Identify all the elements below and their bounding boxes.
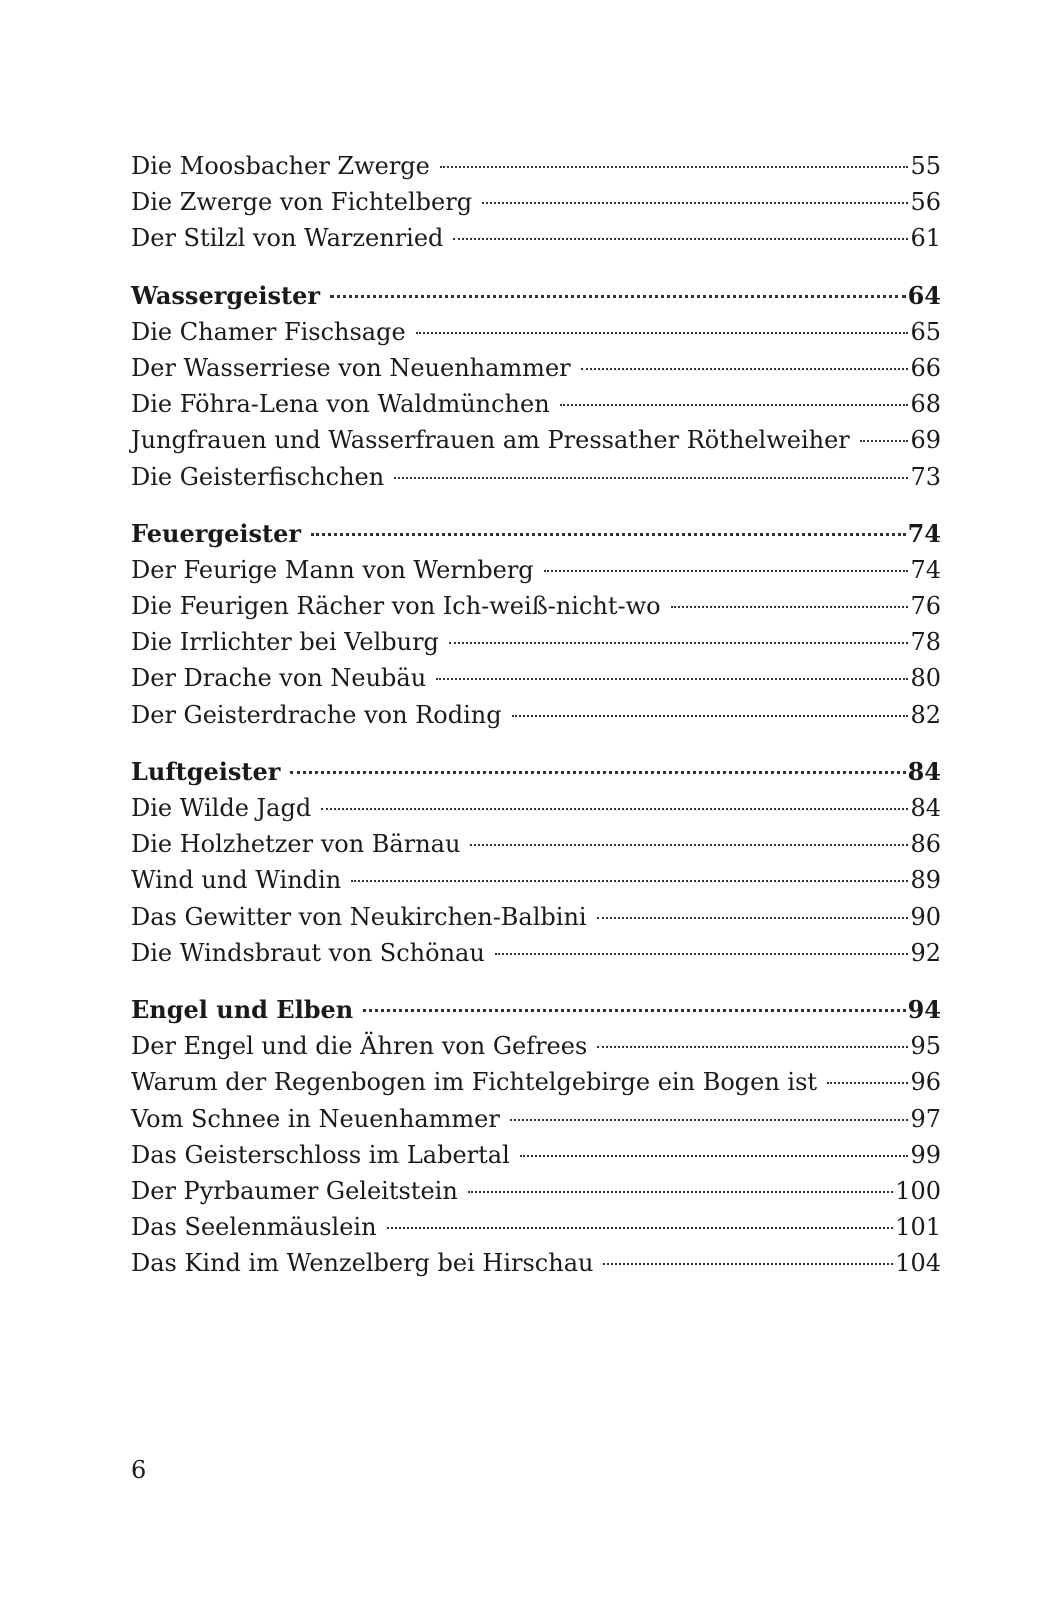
dot-leader	[597, 1046, 908, 1048]
entry-title: Der Feurige Mann von Wernberg	[131, 555, 534, 584]
dot-leader	[311, 533, 906, 536]
dot-leader	[363, 1009, 905, 1012]
section-heading-title: Engel und Elben	[131, 994, 354, 1024]
toc-entry	[131, 148, 941, 184]
toc-entry	[131, 899, 941, 935]
dot-leader	[671, 606, 909, 608]
toc-entry	[131, 350, 941, 386]
dot-leader	[860, 440, 909, 442]
entry-page-number: 84	[910, 794, 941, 822]
entry-title: Die Moosbacher Zwerge	[131, 152, 430, 180]
dot-leader	[510, 1119, 909, 1121]
page-number: 6	[131, 1456, 147, 1484]
entry-page-number: 73	[910, 462, 941, 491]
toc-section-engel-und-elben	[131, 992, 941, 1282]
dot-leader	[560, 404, 909, 406]
entry-page-number: 92	[910, 938, 941, 967]
dot-leader	[495, 953, 909, 955]
dot-leader	[449, 642, 909, 644]
table-of-contents	[131, 148, 941, 1281]
dot-leader	[436, 678, 908, 680]
entry-title: Der Pyrbaumer Geleitstein	[131, 1176, 458, 1205]
entry-title: Vom Schnee in Neuenhammer	[131, 1104, 500, 1133]
dot-leader	[544, 570, 909, 572]
dot-leader	[597, 917, 909, 919]
toc-entry	[131, 184, 941, 220]
toc-entry	[131, 588, 941, 624]
section-heading-title: Wassergeister	[131, 280, 321, 310]
toc-entry	[131, 220, 941, 256]
entry-title: Der Engel und die Ähren von Gefrees	[131, 1032, 588, 1061]
entry-page-number: 74	[910, 555, 941, 584]
toc-entry	[131, 862, 941, 898]
dot-leader	[827, 1082, 908, 1084]
toc-entry	[131, 1137, 941, 1173]
toc-section-wassergeister	[131, 278, 941, 495]
toc-entry	[131, 422, 941, 458]
entry-title: Die Zwerge von Fichtelberg	[131, 188, 473, 217]
toc-entry	[131, 660, 941, 696]
entry-title: Der Drache von Neubäu	[131, 664, 427, 693]
entry-title: Wind und Windin	[131, 866, 342, 895]
toc-entry	[131, 1245, 941, 1281]
entry-title: Das Geisterschloss im Labertal	[131, 1140, 510, 1169]
entry-title: Die Wilde Jagd	[131, 794, 312, 822]
section-heading	[131, 278, 941, 314]
toc-entry	[131, 697, 941, 733]
section-heading-page-number: 94	[907, 994, 941, 1024]
section-heading	[131, 516, 941, 552]
entry-title: Die Irrlichter bei Velburg	[131, 628, 439, 657]
toc-entry	[131, 386, 941, 422]
entry-title: Das Kind im Wenzelberg bei Hirschau	[131, 1249, 594, 1278]
entry-title: Das Seelenmäuslein	[131, 1213, 377, 1242]
section-heading	[131, 754, 941, 790]
toc-entry	[131, 1209, 941, 1245]
toc-section-feuergeister	[131, 516, 941, 733]
entry-page-number: 56	[910, 188, 941, 217]
entry-page-number: 97	[910, 1104, 941, 1133]
entry-title: Die Feurigen Rächer von Ich-weiß-nicht-wo	[131, 592, 661, 621]
section-heading-page-number: 84	[907, 756, 941, 786]
entry-page-number: 61	[910, 224, 941, 253]
entry-title: Das Gewitter von Neukirchen-Balbini	[131, 902, 587, 931]
dot-leader	[470, 844, 908, 846]
entry-title: Warum der Regenbogen im Fichtelgebirge ein Bogen ist	[131, 1068, 818, 1097]
toc-section-intro	[131, 148, 941, 257]
dot-leader	[290, 771, 905, 774]
entry-title: Der Wasserriese von Neuenhammer	[131, 353, 571, 382]
entry-title: Die Föhra-Lena von Waldmünchen	[131, 390, 550, 419]
toc-entry	[131, 790, 941, 826]
entry-title: Die Geisterfischchen	[131, 462, 385, 491]
entry-page-number: 99	[910, 1140, 941, 1169]
section-heading-page-number: 64	[907, 280, 941, 310]
toc-entry	[131, 1101, 941, 1137]
dot-leader	[387, 1227, 894, 1229]
entry-title: Die Holzhetzer von Bärnau	[131, 830, 461, 859]
toc-entry	[131, 552, 941, 588]
entry-page-number: 101	[895, 1213, 941, 1242]
section-heading	[131, 992, 941, 1028]
entry-title: Der Stilzl von Warzenried	[131, 224, 444, 253]
entry-page-number: 68	[910, 390, 941, 419]
entry-page-number: 86	[910, 830, 941, 859]
dot-leader	[321, 808, 908, 810]
entry-page-number: 55	[910, 152, 941, 180]
entry-page-number: 65	[910, 317, 941, 346]
entry-title: Die Chamer Fischsage	[131, 317, 406, 346]
entry-page-number: 104	[895, 1249, 941, 1278]
dot-leader	[468, 1191, 893, 1193]
dot-leader	[512, 715, 909, 717]
entry-page-number: 90	[910, 902, 941, 931]
entry-page-number: 82	[910, 700, 941, 729]
entry-page-number: 80	[910, 664, 941, 693]
dot-leader	[581, 368, 909, 370]
dot-leader	[440, 166, 909, 168]
entry-title: Die Windsbraut von Schönau	[131, 938, 485, 967]
toc-entry	[131, 624, 941, 660]
dot-leader	[351, 880, 908, 882]
dot-leader	[416, 332, 909, 334]
entry-page-number: 89	[910, 866, 941, 895]
entry-page-number: 69	[910, 426, 941, 455]
section-heading-title: Feuergeister	[131, 518, 302, 548]
dot-leader	[394, 477, 908, 479]
dot-leader	[453, 238, 908, 240]
entry-title: Der Geisterdrache von Roding	[131, 700, 502, 729]
entry-page-number: 100	[895, 1176, 941, 1205]
entry-page-number: 76	[910, 592, 941, 621]
dot-leader	[603, 1263, 893, 1265]
entry-page-number: 95	[910, 1032, 941, 1061]
dot-leader	[482, 202, 908, 204]
toc-entry	[131, 1028, 941, 1064]
dot-leader	[330, 295, 906, 298]
toc-entry	[131, 1173, 941, 1209]
entry-page-number: 78	[910, 628, 941, 657]
section-heading-page-number: 74	[907, 518, 941, 548]
entry-page-number: 96	[910, 1068, 941, 1097]
toc-entry	[131, 459, 941, 495]
toc-entry	[131, 1064, 941, 1100]
toc-entry	[131, 935, 941, 971]
entry-title: Jungfrauen und Wasserfrauen am Pressather Röthelweiher	[131, 426, 850, 455]
toc-entry	[131, 826, 941, 862]
section-heading-title: Luftgeister	[131, 756, 281, 786]
entry-page-number: 66	[910, 353, 941, 382]
dot-leader	[520, 1155, 909, 1157]
toc-entry	[131, 314, 941, 350]
toc-section-luftgeister	[131, 754, 941, 971]
